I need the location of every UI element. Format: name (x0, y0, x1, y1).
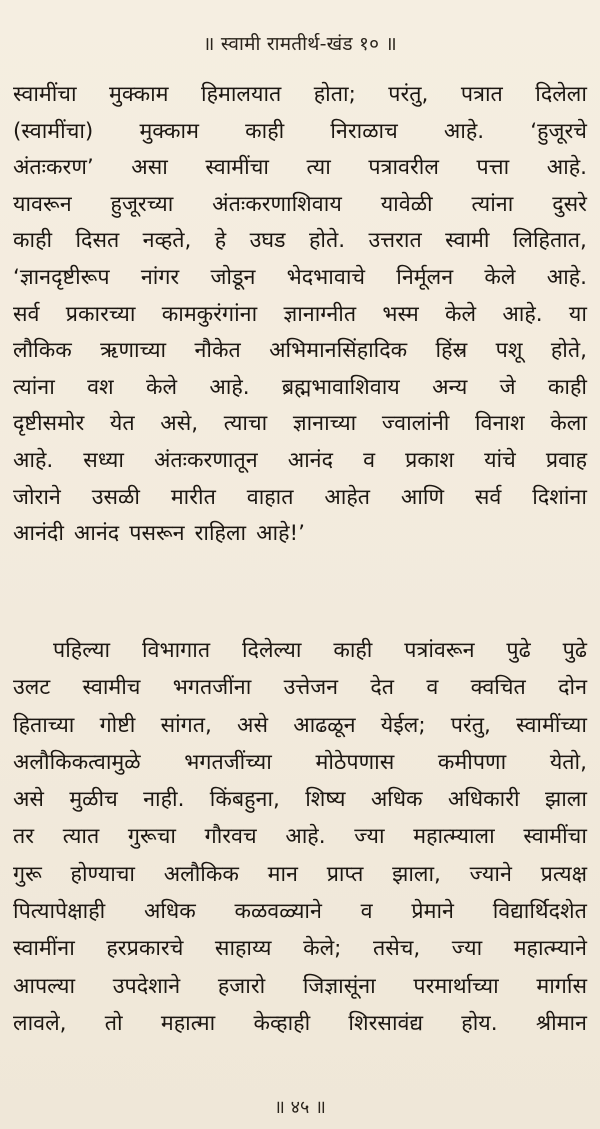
text-line: असे मुळीच नाही. किंबहुना, शिष्य अधिक अधिकारी झाला (13, 787, 587, 813)
text-line: जोराने उसळी मारीत वाहात आहेत आणि सर्व दिशांना (13, 484, 587, 510)
text-line: आहे. सध्या अंतःकरणातून आनंद व प्रकाश यांचे प्रवाह (13, 447, 587, 473)
text-line: ‘ज्ञानदृष्टीरूप नांगर जोडून भेदभावाचे निर्मूलन केले आहे. (13, 264, 587, 290)
text-line: गुरू होण्याचा अलौकिक मान प्राप्त झाला, ज्याने प्रत्यक्ष (13, 861, 587, 887)
text-line: (स्वामींचा) मुक्काम काही निराळाच आहे. ‘हुजूरचे (13, 118, 587, 144)
text-line: आपल्या उपदेशाने हजारो जिज्ञासूंना परमार्थाच्या मार्गास (13, 973, 587, 999)
running-header: ॥ स्वामी रामतीर्थ-खंड १० ॥ (203, 33, 397, 55)
text-line: पित्यापेक्षाही अधिक कळवळ्याने व प्रेमाने विद्यार्थिदशेत (13, 899, 587, 925)
text-line: अलौकिकत्वामुळे भगतजींच्या मोठेपणास कमीपणा येतो, (13, 749, 587, 775)
text-line: अंतःकरण’ असा स्वामींचा त्या पत्रावरील पत्ता आहे. (13, 155, 587, 181)
text-line: उलट स्वामीच भगतजींना उत्तेजन देत व क्वचित दोन (13, 675, 587, 701)
text-line: दृष्टीसमोर येत असे, त्याचा ज्ञानाच्या ज्वालांनी विनाश केला (13, 411, 587, 437)
text-line: स्वामींचा मुक्काम हिमालयात होता; परंतु, पत्रात दिलेला (13, 82, 587, 107)
text-line: त्यांना वश केले आहे. ब्रह्मभावाशिवाय अन्य जे काही (13, 374, 587, 400)
text-line: स्वामींना हरप्रकारचे साहाय्य केले; तसेच, ज्या महात्म्याने (13, 936, 587, 962)
text-line: हिताच्या गोष्टी सांगत, असे आढळून येईल; परंतु, स्वामींच्या (13, 712, 587, 738)
paragraph-2 (13, 632, 587, 1042)
paragraph-1 (13, 77, 587, 553)
text-line: तर त्यात गुरूचा गौरवच आहे. ज्या महात्म्याला स्वामींचा (13, 824, 587, 850)
text-line: यावरून हुजूरच्या अंतःकरणाशिवाय यावेळी त्यांना दुसरे (13, 191, 587, 217)
text-line: पहिल्या विभागात दिलेल्या काही पत्रांवरून पुढे पुढे (53, 638, 587, 663)
text-line: काही दिसत नव्हते, हे उघड होते. उत्तरात स्वामी लिहितात, (13, 228, 587, 254)
text-line: सर्व प्रकारच्या कामकुरंगांना ज्ञानाग्नीत भस्म केले आहे. या (13, 301, 587, 327)
text-line: लौकिक ऋणाच्या नौकेत अभिमानसिंहादिक हिंस्र पशू होते, (13, 338, 587, 364)
text-line: आनंदी आनंद पसरून राहिला आहे!’ (13, 521, 305, 547)
page-number: ॥ ४५ ॥ (274, 1097, 326, 1118)
text-line: लावले, तो महात्मा केव्हाही शिरसावंद्य होय. श्रीमान (13, 1010, 587, 1036)
